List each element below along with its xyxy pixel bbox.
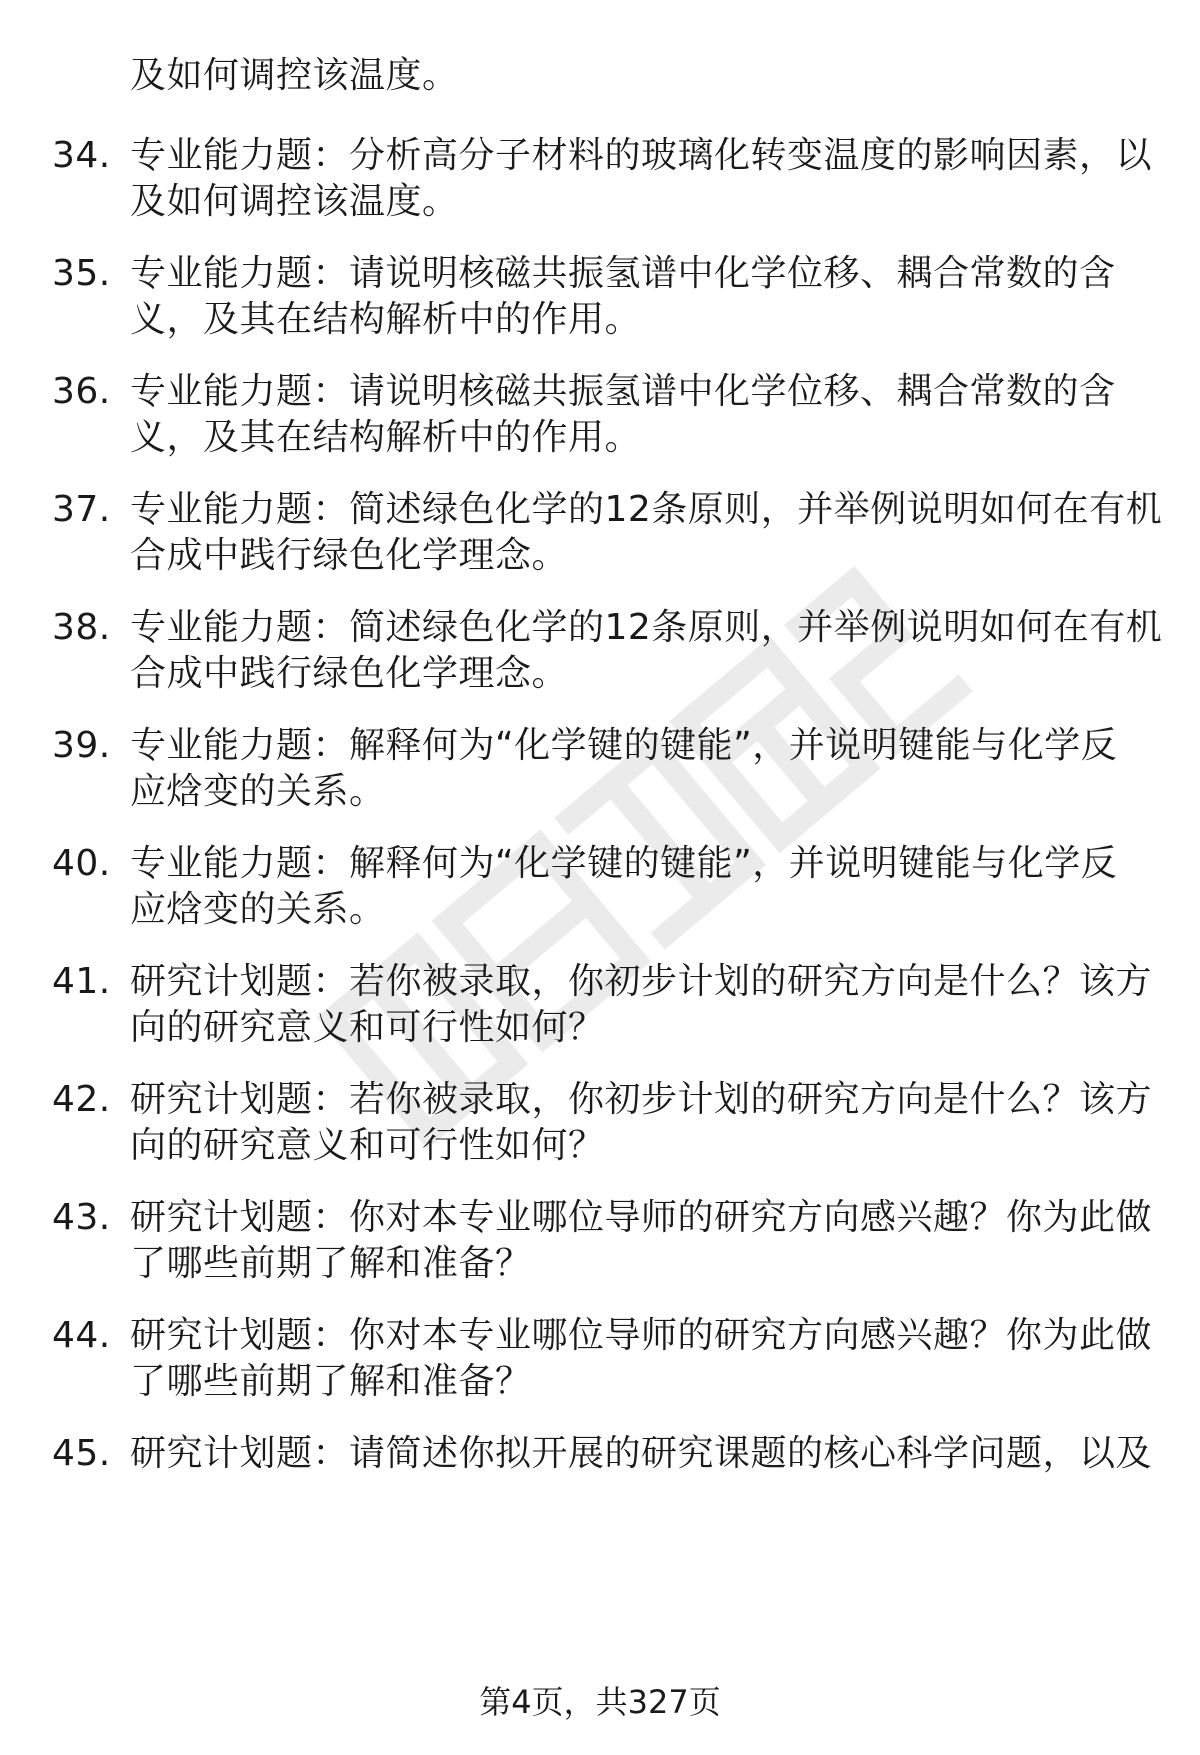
question-number: 36. <box>52 371 111 412</box>
question-text-line: 向的研究意义和可行性如何？ <box>130 1007 605 1048</box>
question-text-line: 专业能力题：解释何为“化学键的键能”，并说明键能与化学反 <box>130 725 1118 766</box>
question-text-line: 及如何调控该温度。 <box>130 181 459 222</box>
question-text-line: 研究计划题：请简述你拟开展的研究课题的核心科学问题，以及 <box>130 1433 1153 1474</box>
question-text-line: 专业能力题：请说明核磁共振氢谱中化学位移、耦合常数的含 <box>130 371 1116 412</box>
question-text-line: 专业能力题：简述绿色化学的12条原则，并举例说明如何在有机 <box>130 607 1163 648</box>
question-text-line: 研究计划题：你对本专业哪位导师的研究方向感兴趣？你为此做 <box>130 1197 1153 1238</box>
question-number: 43. <box>52 1197 111 1238</box>
question-text-line: 应焓变的关系。 <box>130 889 386 930</box>
question-number: 34. <box>52 135 111 176</box>
question-text-line: 合成中践行绿色化学理念。 <box>130 653 569 694</box>
question-text-line: 研究计划题：你对本专业哪位导师的研究方向感兴趣？你为此做 <box>130 1315 1153 1356</box>
question-text-line: 研究计划题：若你被录取，你初步计划的研究方向是什么？该方 <box>130 961 1153 1002</box>
question-text-line: 向的研究意义和可行性如何？ <box>130 1125 605 1166</box>
question-number: 35. <box>52 253 111 294</box>
question-text-line: 义，及其在结构解析中的作用。 <box>130 417 642 458</box>
question-number: 39. <box>52 725 111 766</box>
question-text-line: 研究计划题：若你被录取，你初步计划的研究方向是什么？该方 <box>130 1079 1153 1120</box>
question-text-line: 合成中践行绿色化学理念。 <box>130 535 569 576</box>
question-text-line: 专业能力题：解释何为“化学键的键能”，并说明键能与化学反 <box>130 843 1118 884</box>
question-number: 41. <box>52 961 111 1002</box>
question-number: 45. <box>52 1433 111 1474</box>
question-text-line: 义，及其在结构解析中的作用。 <box>130 299 642 340</box>
question-text-line: 及如何调控该温度。 <box>130 55 459 96</box>
question-text-line: 了哪些前期了解和准备？ <box>130 1361 532 1402</box>
question-number: 42. <box>52 1079 111 1120</box>
question-text-line: 专业能力题：分析高分子材料的玻璃化转变温度的影响因素，以 <box>130 135 1153 176</box>
question-number: 38. <box>52 607 111 648</box>
question-text-line: 应焓变的关系。 <box>130 771 386 812</box>
question-text-line: 专业能力题：简述绿色化学的12条原则，并举例说明如何在有机 <box>130 489 1163 530</box>
question-number: 37. <box>52 489 111 530</box>
page-number-footer: 第4页，共327页 <box>479 1683 721 1721</box>
question-number: 40. <box>52 843 111 884</box>
question-text-line: 了哪些前期了解和准备？ <box>130 1243 532 1284</box>
question-text-line: 专业能力题：请说明核磁共振氢谱中化学位移、耦合常数的含 <box>130 253 1116 294</box>
question-number: 44. <box>52 1315 111 1356</box>
